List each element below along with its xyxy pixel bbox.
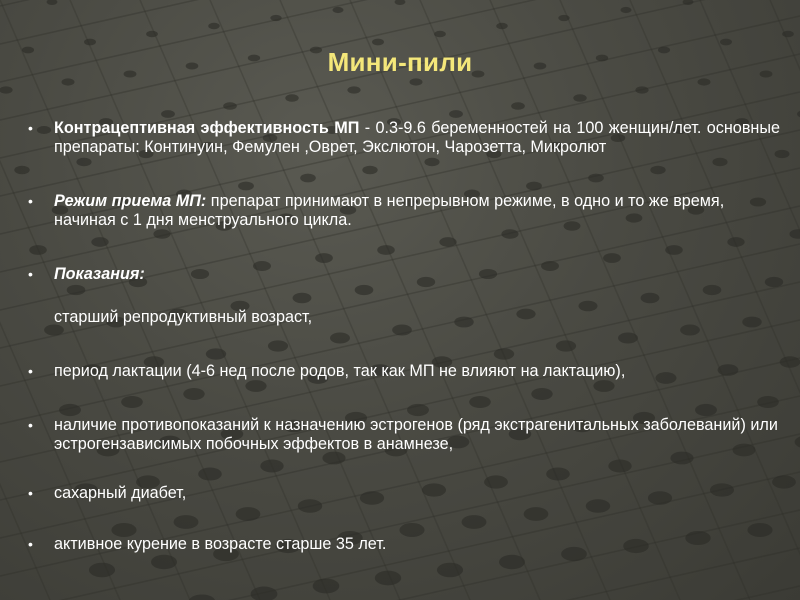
item-label: Показания: (54, 265, 145, 283)
grid-dot (697, 78, 710, 85)
grid-dot (789, 229, 800, 239)
grid-dot (437, 563, 463, 578)
list-item-regimen (28, 192, 780, 230)
grid-dot (372, 39, 384, 46)
grid-dot (499, 555, 525, 569)
grid-dot (270, 15, 281, 21)
grid-dot (347, 86, 360, 93)
grid-dot (780, 356, 800, 367)
bullet-icon: • (28, 417, 33, 433)
list-item-smoking (28, 535, 780, 554)
grid-dot (151, 555, 177, 569)
item-text: - 0.3-9.6 беременностей на 100 женщин/лет. основные препараты: Континуин, Фемулен ,Оврет, Экслютон, Чарозетта, Микролют (54, 119, 780, 156)
item-label: Режим приема МП: (54, 192, 207, 210)
grid-dot (332, 7, 343, 13)
list-item-contraindications (28, 416, 780, 454)
grid-dot (558, 15, 569, 21)
grid-dot (208, 23, 220, 29)
grid-dot (635, 86, 648, 93)
item-label: Контрацептивная эффективность МП (54, 119, 360, 137)
bullet-icon: • (28, 193, 33, 209)
grid-dot (84, 39, 96, 46)
grid-dot (161, 110, 175, 118)
list-item-indications (28, 265, 780, 327)
item-text: активное курение в возрасте старше 35 лет. (54, 535, 387, 553)
bullet-icon: • (28, 266, 33, 282)
grid-dot (573, 94, 586, 101)
item-text: сахарный диабет, (54, 484, 187, 502)
item-text: период лактации (4-6 нед после родов, так как МП не влияют на лактацию), (54, 362, 626, 380)
grid-dot (782, 31, 794, 38)
item-text: препарат принимают в непрерывном режиме, в одно и то же время, начиная с 1 дня менструального цикла. (54, 192, 725, 229)
grid-dot (409, 78, 422, 85)
grid-dot (146, 31, 158, 38)
slide-content (28, 119, 780, 554)
grid-line (0, 0, 800, 44)
slide-title: Мини-пили (327, 47, 473, 77)
grid-line (0, 548, 800, 600)
grid-dot (449, 110, 463, 118)
grid-dot (0, 86, 13, 93)
grid-dot (313, 579, 340, 594)
grid-dot (720, 39, 732, 46)
grid-dot (89, 563, 115, 578)
grid-dot (61, 78, 74, 85)
bullet-icon: • (28, 536, 33, 552)
grid-dot (620, 7, 631, 13)
indication-subtext: старший репродуктивный возраст, (54, 308, 313, 326)
list-item-lactation (28, 362, 780, 381)
grid-dot (511, 102, 525, 110)
bullet-icon: • (28, 120, 33, 136)
grid-dot (496, 23, 508, 29)
list-item-diabetes (28, 484, 780, 503)
grid-dot (188, 594, 215, 600)
bullet-icon: • (28, 485, 33, 501)
grid-dot (47, 0, 58, 5)
grid-dot (223, 102, 237, 110)
grid-dot (434, 31, 446, 38)
item-text: наличие противопоказаний к назначению эстрогенов (ряд экстрагенитальных заболеваний) или эстрогензависимых побочных эффектов в анамнезе, (54, 416, 778, 453)
list-item-efficacy (28, 119, 780, 157)
bullet-icon: • (28, 363, 33, 379)
grid-line (0, 586, 800, 600)
grid-dot (395, 0, 406, 5)
grid-dot (795, 436, 800, 449)
grid-dot (285, 94, 298, 101)
grid-dot (375, 571, 401, 586)
